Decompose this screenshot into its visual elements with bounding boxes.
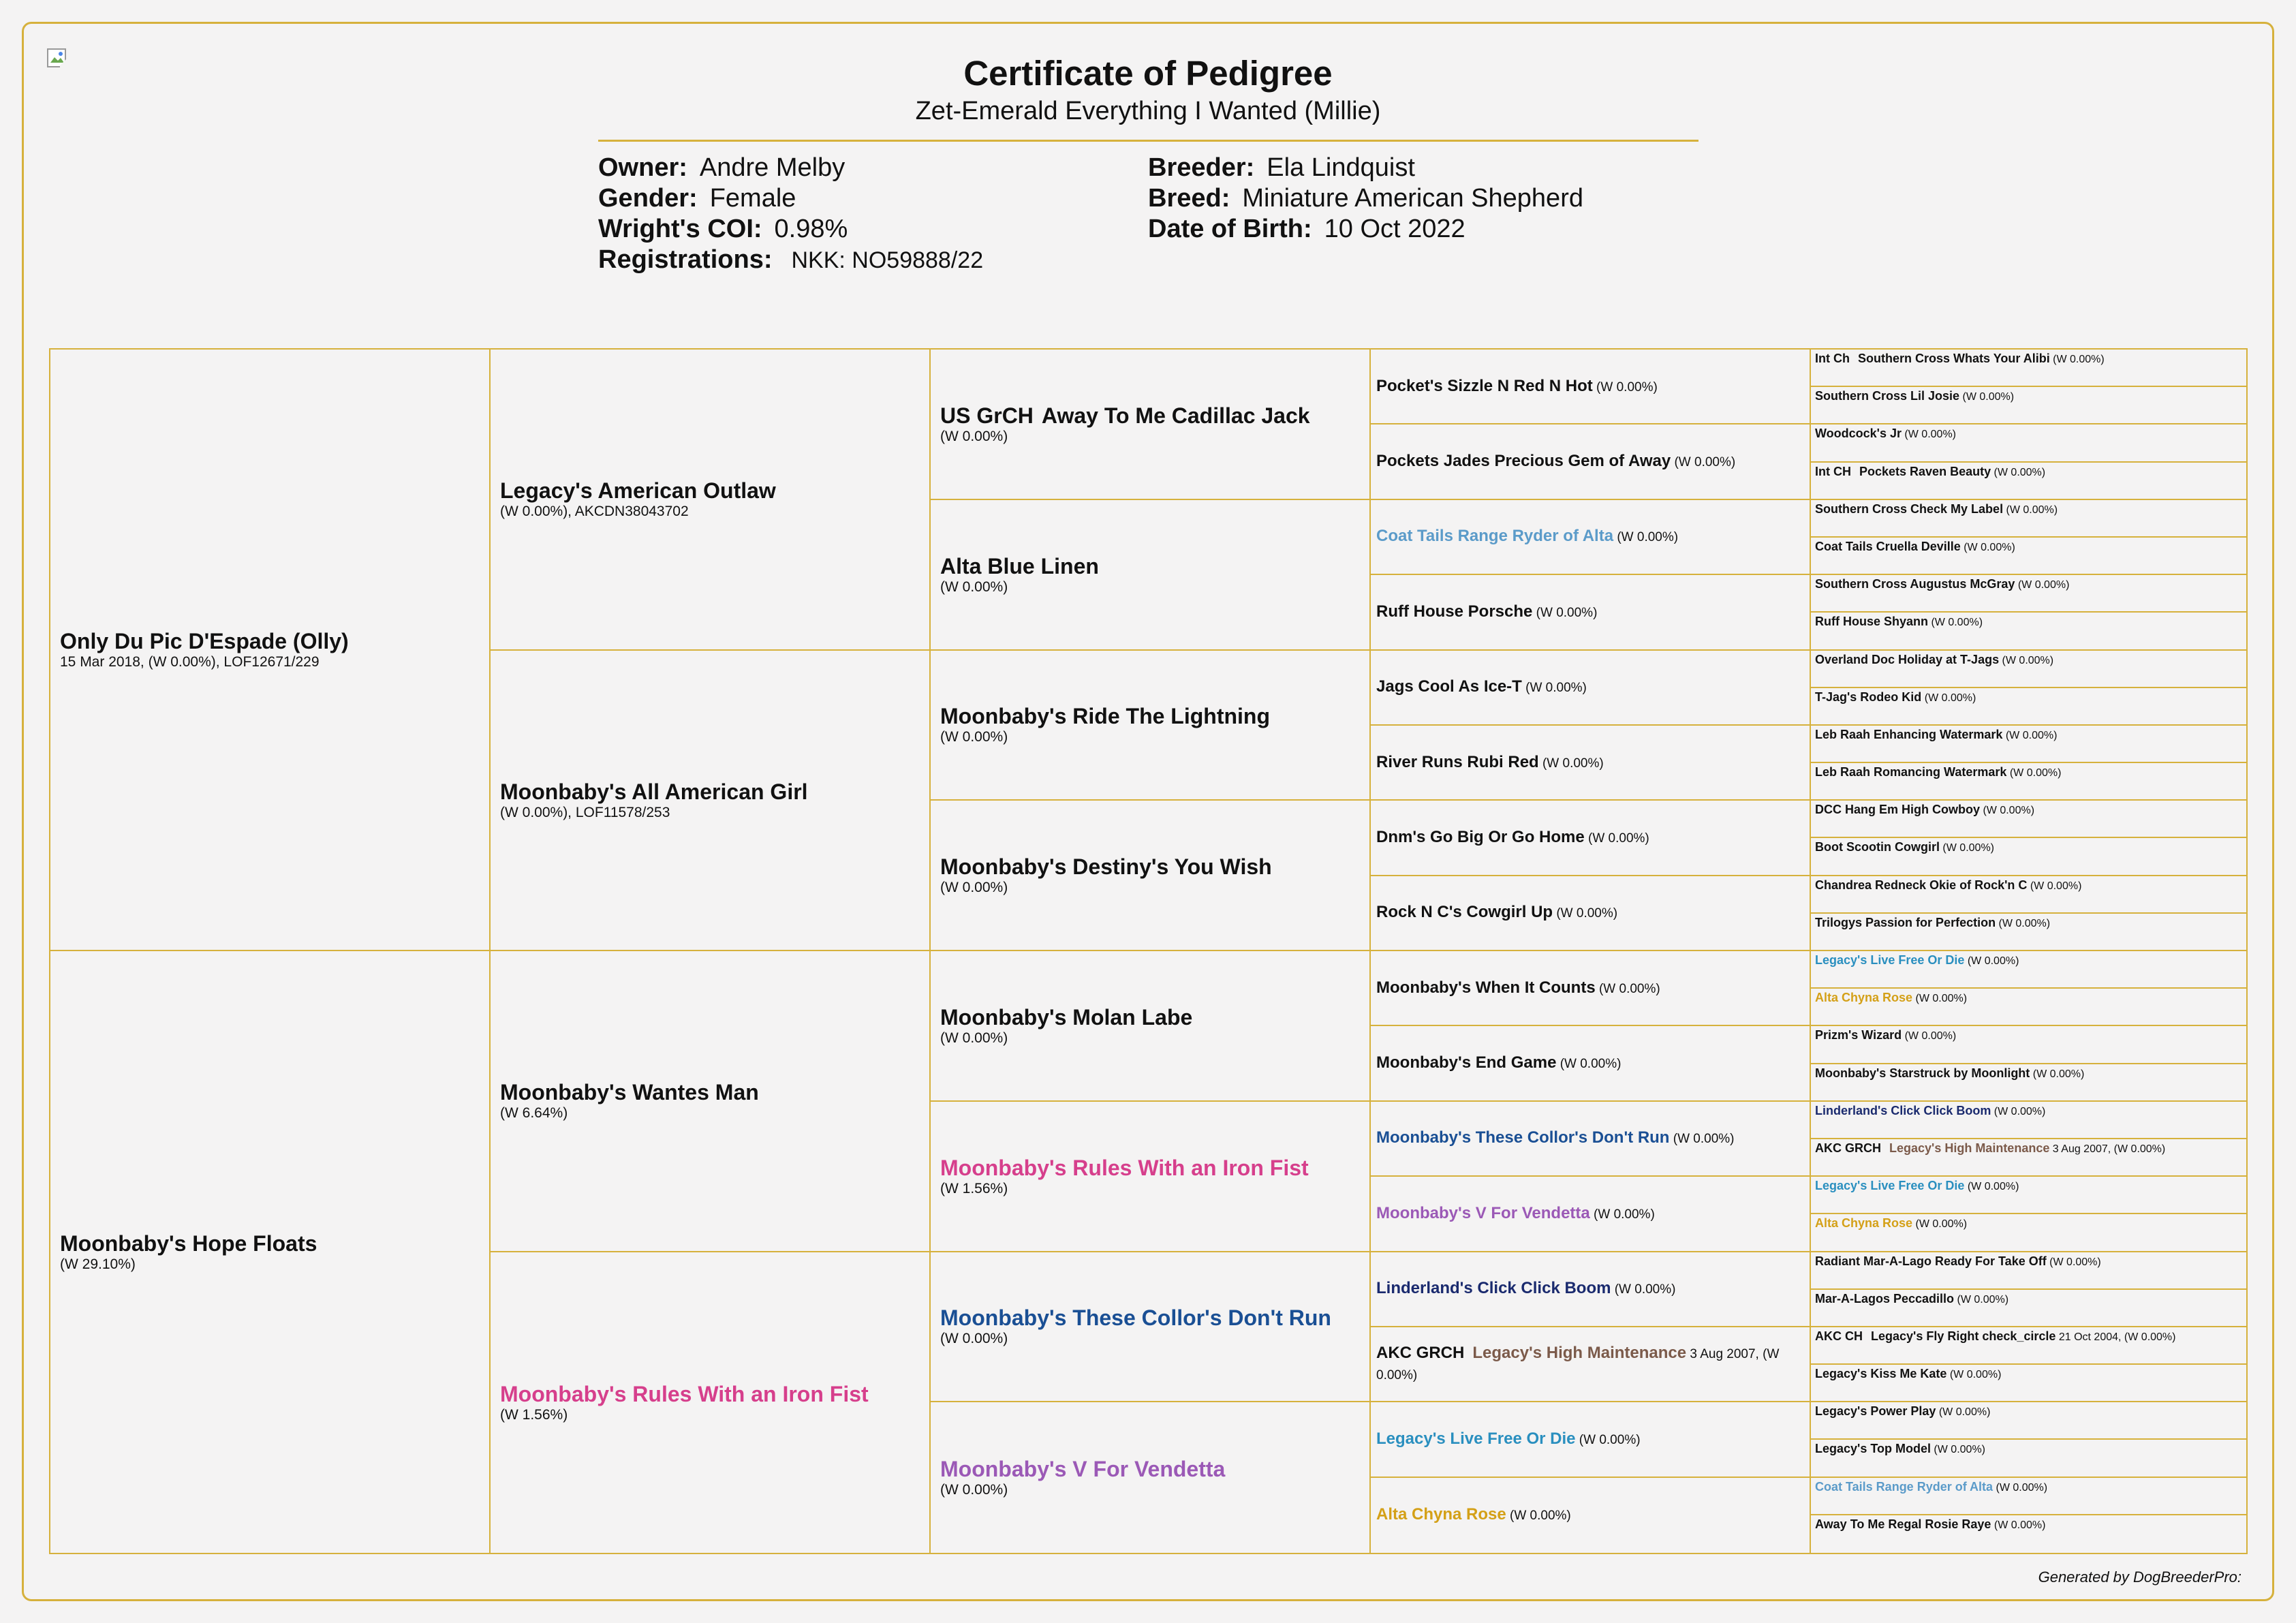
coi-value: 0.98% — [774, 215, 848, 243]
ancestor-name: Coat Tails Range Ryder of Alta — [1376, 527, 1614, 546]
ancestor-name-line — [1815, 426, 2242, 442]
ancestor-cell[interactable] — [1371, 1252, 1811, 1327]
ancestor-name-line — [940, 1305, 1360, 1331]
ancestor-name: Only Du Pic D'Espade (Olly) — [60, 629, 349, 653]
ancestor-cell[interactable] — [1371, 1177, 1811, 1252]
ancestor-name: Southern Cross Augustus McGray — [1815, 577, 2015, 591]
ancestor-cell[interactable] — [1811, 387, 2246, 424]
ancestor-cell[interactable] — [1371, 801, 1811, 876]
ancestor-name: Pockets Jades Precious Gem of Away — [1376, 452, 1671, 471]
ancestor-detail: (W 0.00%) — [1589, 1207, 1655, 1222]
ancestor-cell[interactable] — [931, 500, 1371, 651]
breed-row — [1148, 183, 1583, 214]
ancestor-name-line — [1376, 526, 1804, 547]
ancestor-name: Overland Doc Holiday at T-Jags — [1815, 652, 2000, 666]
ancestor-detail: (W 0.00%) — [2015, 579, 2070, 591]
ancestor-name-line — [940, 1156, 1360, 1181]
ancestor-cell[interactable] — [1811, 801, 2246, 838]
ancestor-cell[interactable] — [1811, 613, 2246, 650]
ancestor-name-line — [500, 1382, 920, 1407]
ancestor-name-line — [1815, 915, 2242, 931]
ancestor-detail: (W 0.00%) — [1991, 1105, 2046, 1117]
ancestor-detail: 21 Oct 2004, (W 0.00%) — [2055, 1331, 2176, 1343]
owner-value: Andre Melby — [699, 153, 846, 182]
ancestor-title: AKC CH — [1815, 1329, 1863, 1343]
ancestor-cell[interactable] — [1811, 1515, 2246, 1553]
ancestor-cell[interactable] — [1811, 1177, 2246, 1214]
ancestor-cell[interactable] — [931, 1252, 1371, 1403]
ancestor-cell[interactable] — [1811, 575, 2246, 613]
dob-label: Date of Birth: — [1148, 215, 1312, 243]
ancestor-cell[interactable] — [50, 350, 491, 951]
ancestor-detail: 15 Mar 2018, (W 0.00%), LOF12671/229 — [60, 654, 320, 670]
ancestor-name-line — [1376, 978, 1804, 999]
ancestor-name-line — [1376, 902, 1804, 923]
ancestor-name: Legacy's Live Free Or Die — [1815, 1179, 1965, 1193]
ancestor-name: Moonbaby's Rules With an Iron Fist — [500, 1381, 869, 1406]
ancestor-detail: (W 0.00%) — [940, 428, 1008, 444]
ancestor-name: Legacy's High Maintenance — [1889, 1141, 2050, 1155]
ancestor-detail: (W 0.00%) — [1912, 993, 1968, 1005]
ancestor-cell[interactable] — [931, 1402, 1371, 1553]
ancestor-cell[interactable] — [1811, 1064, 2246, 1102]
ancestor-detail: (W 0.00%) — [1575, 1432, 1641, 1447]
ancestor-name: Alta Blue Linen — [940, 553, 1099, 578]
ancestor-cell[interactable] — [50, 951, 491, 1553]
ancestor-detail: (W 0.00%) — [1996, 917, 2051, 929]
ancestor-cell[interactable] — [1371, 350, 1811, 424]
ancestor-name: Moonbaby's Starstruck by Moonlight — [1815, 1066, 2030, 1080]
ancestor-detail: (W 0.00%) — [1521, 681, 1587, 696]
ancestor-name-line — [1815, 1366, 2242, 1382]
dob-value: 10 Oct 2022 — [1324, 215, 1465, 243]
ancestor-name-line — [1815, 1141, 2242, 1157]
registrations-row — [598, 245, 983, 276]
ancestor-cell[interactable] — [1811, 1026, 2246, 1064]
ancestor-cell[interactable] — [1371, 500, 1811, 575]
ancestor-detail: (W 0.00%) — [1592, 380, 1658, 395]
ancestor-name-line — [1815, 539, 2242, 555]
ancestor-detail: (W 0.00%) — [1960, 541, 2015, 553]
ancestor-name-line — [1376, 1504, 1804, 1526]
ancestor-detail: (W 0.00%) — [1980, 805, 2035, 817]
ancestor-detail: (W 0.00%) — [1928, 617, 1983, 629]
ancestor-cell[interactable] — [1811, 763, 2246, 801]
ancestor-cell[interactable] — [491, 1252, 931, 1554]
ancestor-name-line — [1815, 990, 2242, 1006]
ancestor-name-line — [1815, 690, 2242, 706]
ancestor-cell[interactable] — [931, 801, 1371, 951]
ancestor-cell[interactable] — [1811, 1365, 2246, 1402]
ancestor-name-line — [1815, 1479, 2242, 1496]
ancestor-detail: (W 0.00%) — [1964, 1181, 2019, 1193]
ancestor-name: Ruff House Porsche — [1376, 602, 1533, 621]
ancestor-name: Legacy's Live Free Or Die — [1815, 953, 1965, 967]
ancestor-detail: (W 1.56%) — [940, 1180, 1008, 1196]
ancestor-detail: (W 0.00%) — [1902, 1030, 1957, 1042]
ancestor-name: Moonbaby's Molan Labe — [940, 1004, 1193, 1030]
registrations-label: Registrations: — [598, 245, 773, 274]
ancestor-name: T-Jag's Rodeo Kid — [1815, 690, 1922, 704]
ancestor-name-line — [1815, 1216, 2242, 1232]
ancestor-detail: (W 0.00%) — [1991, 1519, 2046, 1531]
ancestor-cell[interactable] — [1811, 1478, 2246, 1515]
ancestor-detail: (W 0.00%) — [1959, 391, 2015, 403]
ancestor-name: Southern Cross Whats Your Alibi — [1858, 352, 2050, 365]
generation-4 — [1371, 350, 1811, 1553]
ancestor-name-line — [1815, 1517, 2242, 1533]
generation-1 — [50, 350, 491, 1553]
ancestor-name-line — [1815, 1178, 2242, 1194]
ancestor-name-line — [1815, 839, 2242, 856]
registrations-value: NKK: NO59888/22 — [791, 247, 984, 273]
ancestor-name-line — [1376, 376, 1804, 397]
ancestor-title: Int Ch — [1815, 352, 1850, 365]
title-divider — [598, 140, 1698, 142]
ancestor-cell[interactable] — [931, 651, 1371, 801]
ancestor-cell[interactable] — [491, 651, 931, 952]
info-left — [598, 153, 983, 276]
ancestor-cell[interactable] — [1811, 538, 2246, 575]
ancestor-detail: (W 0.00%) — [1553, 906, 1618, 921]
gender-row — [598, 183, 983, 214]
ancestor-name: Leb Raah Enhancing Watermark — [1815, 727, 2003, 741]
ancestor-cell[interactable] — [1811, 876, 2246, 914]
ancestor-cell[interactable] — [1811, 1252, 2246, 1290]
ancestor-name: Moonbaby's Rules With an Iron Fist — [940, 1155, 1309, 1180]
ancestor-cell[interactable] — [1811, 463, 2246, 500]
ancestor-detail: (W 0.00%) — [1538, 756, 1604, 771]
ancestor-detail: (W 0.00%) — [1901, 429, 1956, 441]
ancestor-name: Moonbaby's These Collor's Don't Run — [940, 1305, 1331, 1331]
owner-row — [598, 153, 983, 183]
ancestor-name: Legacy's Top Model — [1815, 1442, 1931, 1456]
ancestor-name-line — [1815, 388, 2242, 405]
ancestor-name-line — [1815, 464, 2242, 480]
dog-name: Zet-Emerald Everything I Wanted (Millie) — [915, 97, 1381, 125]
ancestor-name-line — [1815, 1441, 2242, 1457]
ancestor-title: AKC GRCH — [1815, 1141, 1881, 1155]
ancestor-name: Ruff House Shyann — [1815, 615, 1929, 629]
ancestor-name: Chandrea Redneck Okie of Rock'n C — [1815, 878, 2028, 892]
ancestor-name-line — [940, 403, 1360, 429]
ancestor-name: Moonbaby's All American Girl — [500, 779, 808, 804]
ancestor-name: Southern Cross Lil Josie — [1815, 389, 1960, 403]
owner-label: Owner: — [598, 153, 687, 182]
ancestor-detail: (W 0.00%) — [2030, 1068, 2085, 1080]
ancestor-name: Alta Chyna Rose — [1815, 991, 1913, 1005]
ancestor-name: Moonbaby's V For Vendetta — [1376, 1203, 1590, 1222]
ancestor-detail: (W 0.00%) — [2027, 880, 2082, 892]
breeder-value: Ela Lindquist — [1267, 153, 1415, 182]
ancestor-detail: (W 0.00%), LOF11578/253 — [500, 804, 670, 820]
ancestor-name-line — [1815, 953, 2242, 969]
ancestor-detail: (W 6.64%) — [500, 1105, 568, 1122]
ancestor-name: Away To Me Cadillac Jack — [1041, 403, 1310, 428]
ancestor-name-line — [940, 1457, 1360, 1482]
ancestor-name: Away To Me Regal Rosie Raye — [1815, 1517, 1991, 1531]
ancestor-cell[interactable] — [1811, 424, 2246, 462]
ancestor-detail: (W 0.00%) — [1939, 842, 1994, 854]
ancestor-detail: (W 0.00%) — [1584, 831, 1649, 846]
breed-value: Miniature American Shepherd — [1242, 184, 1583, 213]
ancestor-cell[interactable] — [1811, 1402, 2246, 1440]
ancestor-name: Alta Chyna Rose — [1815, 1216, 1913, 1231]
ancestor-name: Moonbaby's Ride The Lightning — [940, 704, 1271, 729]
ancestor-cell[interactable] — [931, 951, 1371, 1102]
ancestor-name-line — [1815, 652, 2242, 668]
ancestor-detail: (W 0.00%) — [940, 880, 1008, 896]
ancestor-title: AKC GRCH — [1376, 1344, 1465, 1363]
ancestor-name-line — [1376, 1128, 1804, 1149]
ancestor-cell[interactable] — [1811, 1214, 2246, 1252]
ancestor-name: Coat Tails Cruella Deville — [1815, 539, 1961, 553]
ancestor-detail: (W 0.00%) — [1954, 1293, 2009, 1305]
ancestor-cell[interactable] — [931, 1102, 1371, 1252]
ancestor-name: Moonbaby's Destiny's You Wish — [940, 854, 1272, 880]
ancestor-name-line — [1815, 727, 2242, 743]
ancestor-name: Legacy's High Maintenance — [1472, 1344, 1687, 1363]
ancestor-cell[interactable] — [1371, 726, 1811, 801]
ancestor-cell[interactable] — [1811, 951, 2246, 989]
ancestor-detail: (W 0.00%) — [940, 578, 1008, 595]
ancestor-name-line — [1815, 802, 2242, 818]
dob-row — [1148, 214, 1583, 245]
ancestor-detail: (W 0.00%) — [1611, 1282, 1676, 1297]
ancestor-name: Boot Scootin Cowgirl — [1815, 840, 1940, 854]
ancestor-name-line — [500, 1080, 920, 1105]
breed-label: Breed: — [1148, 184, 1230, 213]
ancestor-name-line — [1376, 1429, 1804, 1450]
ancestor-detail: (W 0.00%) — [1556, 1057, 1622, 1072]
pedigree-chart — [49, 348, 2248, 1554]
ancestor-name-line — [1815, 1404, 2242, 1420]
ancestor-cell[interactable] — [1811, 1327, 2246, 1365]
ancestor-detail: (W 0.00%) — [1993, 1481, 2048, 1494]
ancestor-detail: (W 0.00%) — [2049, 354, 2105, 365]
ancestor-cell[interactable] — [1371, 1102, 1811, 1177]
ancestor-name: Moonbaby's When It Counts — [1376, 978, 1596, 997]
ancestor-name: Moonbaby's Wantes Man — [500, 1080, 759, 1105]
ancestor-name-line — [1815, 351, 2242, 367]
ancestor-detail: (W 0.00%) — [1671, 455, 1736, 470]
ancestor-name: River Runs Rubi Red — [1376, 752, 1539, 771]
ancestor-name-line — [1376, 1203, 1804, 1224]
ancestor-name: Rock N C's Cowgirl Up — [1376, 903, 1553, 922]
ancestor-cell[interactable] — [931, 350, 1371, 500]
ancestor-name: Pocket's Sizzle N Red N Hot — [1376, 376, 1593, 395]
ancestor-detail: (W 0.00%) — [1532, 605, 1598, 620]
ancestor-name-line — [1376, 752, 1804, 773]
ancestor-name: Trilogys Passion for Perfection — [1815, 915, 1996, 929]
ancestor-detail: (W 0.00%) — [940, 1331, 1008, 1347]
ancestor-cell[interactable] — [1371, 1478, 1811, 1553]
ancestor-detail: (W 0.00%) — [1595, 981, 1660, 996]
ancestor-name-line — [940, 854, 1360, 880]
ancestor-detail: (W 0.00%) — [1999, 654, 2054, 666]
ancestor-detail: 3 Aug 2007, (W 0.00%) — [1376, 1347, 1780, 1383]
generation-2 — [491, 350, 931, 1553]
ancestor-cell[interactable] — [1811, 726, 2246, 763]
ancestor-name-line — [1815, 576, 2242, 593]
coi-row — [598, 214, 983, 245]
ancestor-detail: (W 0.00%) — [2046, 1256, 2101, 1268]
ancestor-name-line — [940, 1005, 1360, 1030]
ancestor-name: DCC Hang Em High Cowboy — [1815, 803, 1980, 817]
breeder-label: Breeder: — [1148, 153, 1255, 182]
ancestor-detail: (W 0.00%) — [1921, 692, 1976, 704]
ancestor-cell[interactable] — [491, 951, 931, 1252]
ancestor-name: Moonbaby's These Collor's Don't Run — [1376, 1128, 1670, 1147]
ancestor-name-line — [1376, 1278, 1804, 1299]
ancestor-name-line — [1376, 451, 1804, 472]
ancestor-name: Dnm's Go Big Or Go Home — [1376, 827, 1585, 846]
ancestor-name: Alta Chyna Rose — [1376, 1505, 1506, 1524]
ancestor-cell[interactable] — [1811, 914, 2246, 951]
ancestor-detail: (W 0.00%) — [1669, 1132, 1735, 1147]
ancestor-detail: (W 0.00%), AKCDN38043702 — [500, 504, 689, 520]
ancestor-name: Coat Tails Range Ryder of Alta — [1815, 1479, 1994, 1494]
ancestor-name-line — [1815, 1103, 2242, 1119]
ancestor-cell[interactable] — [1811, 838, 2246, 876]
ancestor-title: Int CH — [1815, 464, 1851, 478]
ancestor-name-line — [1815, 878, 2242, 894]
ancestor-name: Radiant Mar-A-Lago Ready For Take Off — [1815, 1254, 2047, 1268]
ancestor-name: Legacy's Live Free Or Die — [1376, 1429, 1576, 1448]
ancestor-name-line — [1815, 1066, 2242, 1082]
ancestor-cell[interactable] — [1811, 989, 2246, 1026]
ancestor-title: US GrCH — [940, 403, 1034, 428]
breeder-row — [1148, 153, 1583, 183]
ancestor-name-line — [1815, 1027, 2242, 1044]
ancestor-name: Prizm's Wizard — [1815, 1028, 1902, 1042]
ancestor-name-line — [940, 704, 1360, 729]
ancestor-name: Leb Raah Romancing Watermark — [1815, 765, 2007, 779]
ancestor-name: Linderland's Click Click Boom — [1376, 1279, 1611, 1298]
ancestor-name: Legacy's Kiss Me Kate — [1815, 1367, 1947, 1381]
ancestor-name-line — [1376, 602, 1804, 623]
ancestor-name-line — [1376, 827, 1804, 848]
coi-label: Wright's COI: — [598, 215, 762, 243]
ancestor-name: Moonbaby's V For Vendetta — [940, 1457, 1226, 1482]
ancestor-detail: (W 0.00%) — [1946, 1369, 2002, 1381]
ancestor-cell[interactable] — [1371, 1402, 1811, 1477]
ancestor-name-line — [60, 1231, 480, 1256]
ancestor-detail: (W 0.00%) — [940, 729, 1008, 745]
ancestor-name: Linderland's Click Click Boom — [1815, 1103, 1991, 1117]
generation-5 — [1811, 350, 2246, 1553]
ancestor-name-line — [1815, 1329, 2242, 1345]
ancestor-cell[interactable] — [1371, 1327, 1811, 1402]
ancestor-name-line — [1815, 614, 2242, 630]
ancestor-cell[interactable] — [1371, 1026, 1811, 1101]
ancestor-detail: (W 0.00%) — [2003, 504, 2058, 516]
ancestor-name: Jags Cool As Ice-T — [1376, 677, 1522, 696]
ancestor-detail: 3 Aug 2007, (W 0.00%) — [2049, 1143, 2166, 1155]
ancestor-name: Woodcock's Jr — [1815, 427, 1902, 441]
ancestor-cell[interactable] — [1371, 575, 1811, 650]
ancestor-cell[interactable] — [1811, 1440, 2246, 1477]
ancestor-name-line — [1376, 677, 1804, 698]
ancestor-detail: (W 0.00%) — [2002, 729, 2058, 741]
ancestor-detail: (W 0.00%) — [1613, 530, 1679, 545]
ancestor-detail: (W 1.56%) — [500, 1406, 568, 1423]
ancestor-name: Legacy's Power Play — [1815, 1404, 1936, 1419]
gender-value: Female — [709, 184, 796, 213]
ancestor-name: Southern Cross Check My Label — [1815, 501, 2004, 516]
ancestor-detail: (W 0.00%) — [1936, 1406, 1991, 1419]
ancestor-cell[interactable] — [1811, 1139, 2246, 1177]
ancestor-cell[interactable] — [1811, 1102, 2246, 1139]
ancestor-cell[interactable] — [1371, 651, 1811, 726]
ancestor-name-line — [1815, 1291, 2242, 1308]
ancestor-name-line — [500, 779, 920, 805]
ancestor-cell[interactable] — [1811, 651, 2246, 688]
ancestor-detail: (W 0.00%) — [2006, 767, 2062, 779]
generation-3 — [931, 350, 1371, 1553]
ancestor-cell[interactable] — [491, 350, 931, 651]
ancestor-name-line — [1815, 1254, 2242, 1270]
ancestor-name-line — [500, 478, 920, 504]
ancestor-cell[interactable] — [1811, 688, 2246, 726]
ancestor-detail: (W 0.00%) — [1964, 955, 2019, 967]
ancestor-name: Pockets Raven Beauty — [1859, 464, 1991, 478]
ancestor-detail: (W 0.00%) — [1991, 466, 2046, 478]
ancestor-detail: (W 0.00%) — [940, 1482, 1008, 1498]
ancestor-detail: (W 0.00%) — [1506, 1509, 1571, 1524]
ancestor-cell[interactable] — [1811, 1290, 2246, 1327]
gender-label: Gender: — [598, 184, 698, 213]
ancestor-name-line — [1815, 764, 2242, 781]
ancestor-cell[interactable] — [1371, 876, 1811, 951]
ancestor-name: Legacy's Fly Right check_circle — [1871, 1329, 2056, 1343]
ancestor-name: Moonbaby's Hope Floats — [60, 1231, 317, 1256]
certificate-title: Certificate of Pedigree — [963, 54, 1333, 93]
ancestor-name-line — [60, 629, 480, 654]
footer-credit: Generated by DogBreederPro: — [2038, 1568, 2241, 1586]
ancestor-cell[interactable] — [1371, 951, 1811, 1026]
ancestor-name-line — [1815, 501, 2242, 518]
ancestor-name-line — [940, 554, 1360, 579]
ancestor-name-line — [1376, 1053, 1804, 1074]
ancestor-detail: (W 0.00%) — [940, 1030, 1008, 1046]
ancestor-detail: (W 29.10%) — [60, 1256, 136, 1272]
ancestor-cell[interactable] — [1811, 350, 2246, 387]
ancestor-cell[interactable] — [1371, 424, 1811, 499]
ancestor-cell[interactable] — [1811, 500, 2246, 538]
info-right — [1148, 153, 1583, 245]
ancestor-name: Moonbaby's End Game — [1376, 1053, 1557, 1072]
ancestor-name: Legacy's American Outlaw — [500, 478, 776, 504]
ancestor-name-line — [1376, 1343, 1804, 1385]
ancestor-detail: (W 0.00%) — [1912, 1218, 1968, 1231]
ancestor-name: Mar-A-Lagos Peccadillo — [1815, 1291, 1955, 1305]
ancestor-detail: (W 0.00%) — [1930, 1444, 1985, 1456]
